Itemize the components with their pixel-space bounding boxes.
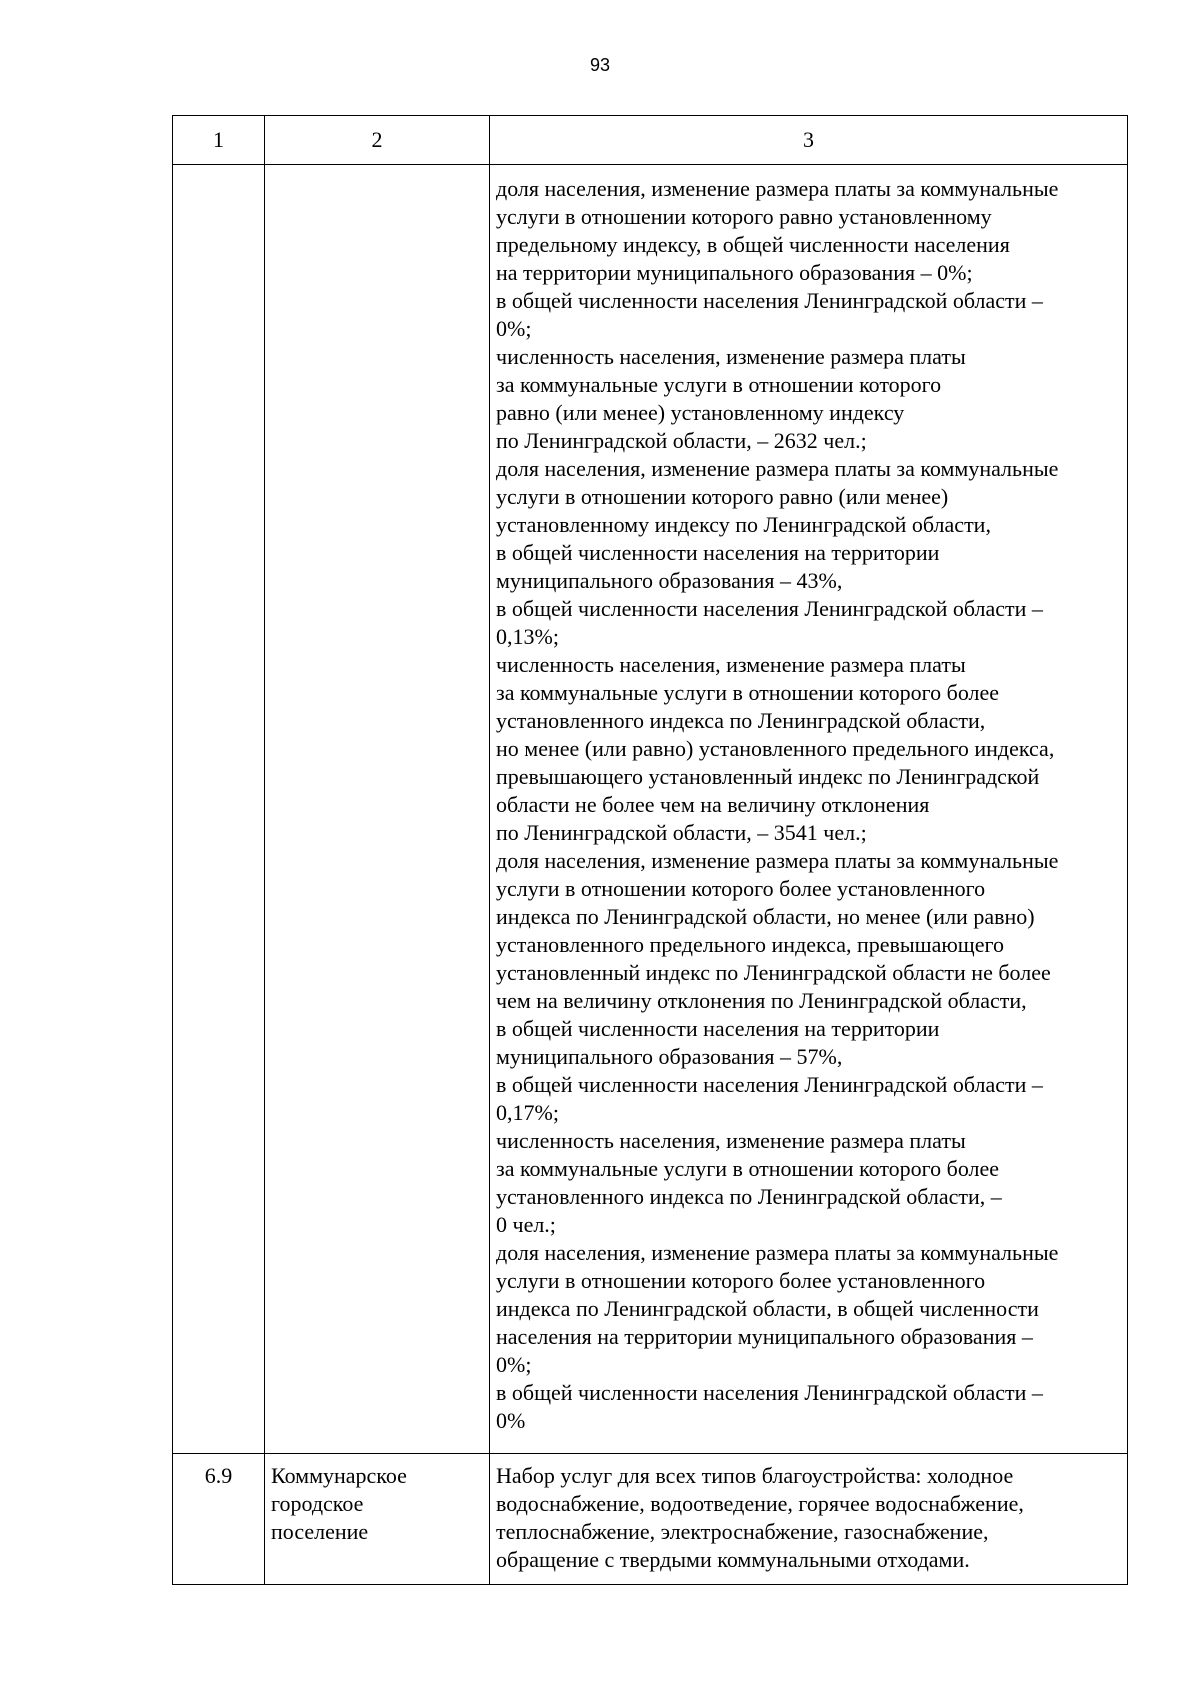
text-line: установленный индекс по Ленинградской области не более: [496, 960, 1051, 985]
text-line: численность населения, изменение размера платы: [496, 652, 966, 677]
text-line: установленного предельного индекса, превышающего: [496, 932, 1004, 957]
text-line: за коммунальные услуги в отношении которого более: [496, 1156, 1000, 1181]
row-number-cell: [173, 165, 265, 1454]
text-line: 0,17%;: [496, 1100, 559, 1125]
text-line: превышающего установленный индекс по Ленинградской: [496, 764, 1040, 789]
text-line: 0 чел.;: [496, 1212, 556, 1237]
text-line: теплоснабжение, электроснабжение, газоснабжение,: [496, 1519, 989, 1544]
text-line: установленному индексу по Ленинградской области,: [496, 512, 991, 537]
text-line: за коммунальные услуги в отношении которого: [496, 372, 942, 397]
text-line: муниципального образования – 43%,: [496, 568, 843, 593]
text-line: доля населения, изменение размера платы за коммунальные: [496, 848, 1059, 873]
text-line: 0,13%;: [496, 624, 559, 649]
text-line: населения на территории муниципального образования –: [496, 1324, 1033, 1349]
text-line: индекса по Ленинградской области, в общей численности: [496, 1296, 1039, 1321]
table-row-6-9: [173, 1454, 1128, 1585]
text-line: Коммунарское: [271, 1463, 407, 1488]
text-line: численность населения, изменение размера платы: [496, 1128, 966, 1153]
text-line: услуги в отношении которого равно установленному: [496, 204, 992, 229]
text-line: 0%;: [496, 316, 532, 341]
text-line: по Ленинградской области, – 2632 чел.;: [496, 428, 867, 453]
text-line: водоснабжение, водоотведение, горячее водоснабжение,: [496, 1491, 1024, 1516]
text-line: доля населения, изменение размера платы за коммунальные: [496, 1240, 1059, 1265]
municipality-cell: [265, 1454, 490, 1585]
text-line: установленного индекса по Ленинградской области, –: [496, 1184, 1002, 1209]
text-line: услуги в отношении которого более установленного: [496, 1268, 986, 1293]
text-line: за коммунальные услуги в отношении которого более: [496, 680, 1000, 705]
text-line: поселение: [271, 1519, 369, 1544]
text-line: муниципального образования – 57%,: [496, 1044, 843, 1069]
text-line: 0%: [496, 1408, 526, 1433]
page-number: 93: [589, 55, 611, 75]
text-line: в общей численности населения на территории: [496, 540, 940, 565]
text-line: области не более чем на величину отклонения: [496, 792, 930, 817]
text-line: услуги в отношении которого более установленного: [496, 876, 986, 901]
row-number-cell: 6.9: [173, 1454, 265, 1585]
text-line: предельному индексу, в общей численности населения: [496, 232, 1010, 257]
text-line: в общей численности населения Ленинградской области –: [496, 1380, 1043, 1405]
municipality-cell: [265, 165, 490, 1454]
text-line: услуги в отношении которого равно (или менее): [496, 484, 949, 509]
text-line: обращение с твердыми коммунальными отходами.: [496, 1547, 970, 1572]
services-cell: [490, 1454, 1128, 1585]
header-cell-1: 1: [173, 116, 265, 165]
text-line: индекса по Ленинградской области, но менее (или равно): [496, 904, 1035, 929]
header-cell-3: 3: [490, 116, 1128, 165]
text-line: равно (или менее) установленному индексу: [496, 400, 905, 425]
text-line: в общей численности населения на территории: [496, 1016, 940, 1041]
text-line: по Ленинградской области, – 3541 чел.;: [496, 820, 867, 845]
text-line: доля населения, изменение размера платы за коммунальные: [496, 456, 1059, 481]
indicators-cell: [490, 165, 1128, 1454]
text-line: чем на величину отклонения по Ленинградской области,: [496, 988, 1027, 1013]
text-line: на территории муниципального образования – 0%;: [496, 260, 973, 285]
text-line: но менее (или равно) установленного предельного индекса,: [496, 736, 1055, 761]
text-line: городское: [271, 1491, 364, 1516]
text-line: 0%;: [496, 1352, 532, 1377]
table-header-row: [173, 116, 1128, 165]
text-line: численность населения, изменение размера платы: [496, 344, 966, 369]
text-line: в общей численности населения Ленинградской области –: [496, 288, 1043, 313]
document-table: [172, 115, 1128, 1585]
text-line: Набор услуг для всех типов благоустройства: холодное: [496, 1463, 1014, 1488]
text-line: в общей численности населения Ленинградской области –: [496, 596, 1043, 621]
text-line: в общей численности населения Ленинградской области –: [496, 1072, 1043, 1097]
header-cell-2: 2: [265, 116, 490, 165]
text-line: установленного индекса по Ленинградской области,: [496, 708, 986, 733]
text-line: доля населения, изменение размера платы за коммунальные: [496, 176, 1059, 201]
table-row-continuation: [173, 165, 1128, 1454]
